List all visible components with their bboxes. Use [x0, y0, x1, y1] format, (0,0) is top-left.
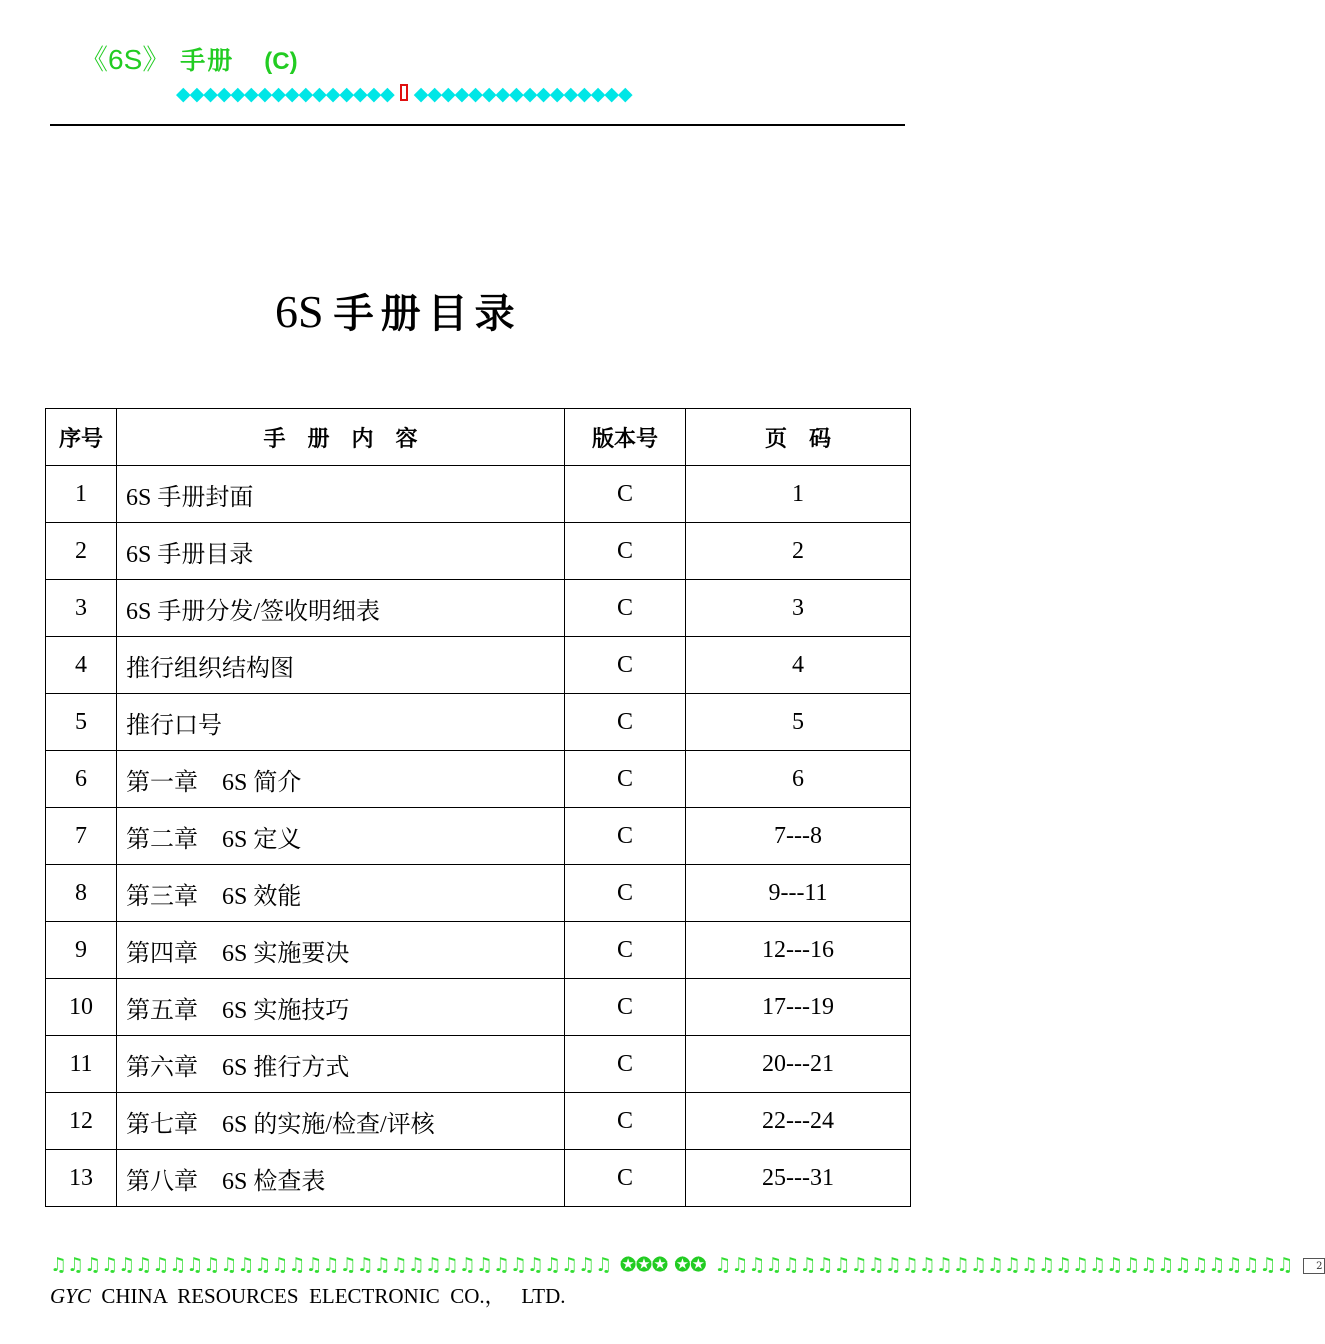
music-note-icons-right: ♫♫♫♫♫♫♫♫♫♫♫♫♫♫♫♫♫♫♫♫♫♫♫♫♫♫♫♫♫♫♫♫♫♫ [714, 1254, 1294, 1276]
music-note-icons-left: ♫♫♫♫♫♫♫♫♫♫♫♫♫♫♫♫♫♫♫♫♫♫♫♫♫♫♫♫♫♫♫♫♫ [50, 1254, 613, 1276]
toc-table [45, 408, 911, 1207]
toc-body [46, 466, 911, 1207]
row-version: C [565, 1150, 686, 1207]
row-version: C [565, 637, 686, 694]
header-title-manual: 手册 [180, 46, 235, 75]
row-number: 6 [46, 751, 117, 808]
row-content: 第三章 6S 效能 [117, 865, 565, 922]
row-version: C [565, 751, 686, 808]
header-num: 序号 [46, 409, 117, 466]
row-version: C [565, 865, 686, 922]
row-version: C [565, 979, 686, 1036]
row-number: 5 [46, 694, 117, 751]
table-row [46, 1093, 911, 1150]
row-page: 2 [686, 523, 911, 580]
row-content: 推行口号 [117, 694, 565, 751]
diamond-icons-left: ◆◆◆◆◆◆◆◆◆◆◆◆◆◆◆◆ [176, 83, 394, 105]
header-title-6s: 《6S》 [80, 44, 171, 75]
row-number: 2 [46, 523, 117, 580]
row-page: 3 [686, 580, 911, 637]
row-page: 22---24 [686, 1093, 911, 1150]
footer-company [50, 1280, 566, 1310]
row-version: C [565, 1036, 686, 1093]
row-page: 7---8 [686, 808, 911, 865]
table-row [46, 922, 911, 979]
row-version: C [565, 922, 686, 979]
table-row [46, 808, 911, 865]
row-number: 11 [46, 1036, 117, 1093]
row-page: 25---31 [686, 1150, 911, 1207]
row-page: 17---19 [686, 979, 911, 1036]
table-row [46, 580, 911, 637]
red-marker-icon [400, 84, 408, 101]
row-page: 4 [686, 637, 911, 694]
row-content: 第六章 6S 推行方式 [117, 1036, 565, 1093]
row-content: 推行组织结构图 [117, 637, 565, 694]
row-version: C [565, 1093, 686, 1150]
row-page: 12---16 [686, 922, 911, 979]
footer-company-name: CHINA RESOURCES ELECTRONIC CO.， LTD. [90, 1284, 566, 1308]
row-version: C [565, 580, 686, 637]
table-row [46, 751, 911, 808]
row-content: 6S 手册目录 [117, 523, 565, 580]
book-icon: 2 [1303, 1258, 1325, 1274]
row-content: 第八章 6S 检查表 [117, 1150, 565, 1207]
page-title-6s: 6S [275, 286, 324, 337]
row-number: 13 [46, 1150, 117, 1207]
row-page: 20---21 [686, 1036, 911, 1093]
row-number: 3 [46, 580, 117, 637]
row-content: 第二章 6S 定义 [117, 808, 565, 865]
page-title [275, 282, 522, 339]
row-number: 12 [46, 1093, 117, 1150]
table-row [46, 1150, 911, 1207]
row-number: 4 [46, 637, 117, 694]
header-title [80, 38, 298, 78]
row-version: C [565, 523, 686, 580]
header-title-version: (C) [264, 48, 298, 75]
row-content: 第四章 6S 实施要决 [117, 922, 565, 979]
row-page: 1 [686, 466, 911, 523]
footer-decoration [50, 1252, 1323, 1278]
row-version: C [565, 808, 686, 865]
row-number: 10 [46, 979, 117, 1036]
header-page: 页 码 [686, 409, 911, 466]
page-title-text: 手册目录 [333, 291, 522, 337]
toc-header-row [46, 409, 911, 466]
row-content: 6S 手册分发/签收明细表 [117, 580, 565, 637]
table-row [46, 637, 911, 694]
diamond-icons-right: ◆◆◆◆◆◆◆◆◆◆◆◆◆◆◆◆ [413, 83, 632, 105]
row-content: 6S 手册封面 [117, 466, 565, 523]
row-number: 1 [46, 466, 117, 523]
table-row [46, 979, 911, 1036]
header-rule [50, 124, 905, 126]
row-page: 5 [686, 694, 911, 751]
row-page: 9---11 [686, 865, 911, 922]
header-content: 手 册 内 容 [117, 409, 565, 466]
table-row [46, 466, 911, 523]
row-number: 8 [46, 865, 117, 922]
row-number: 7 [46, 808, 117, 865]
row-number: 9 [46, 922, 117, 979]
row-content: 第五章 6S 实施技巧 [117, 979, 565, 1036]
row-version: C [565, 466, 686, 523]
star-icons: ✪✪✪ ✪✪ [620, 1254, 707, 1276]
table-row [46, 523, 911, 580]
page-header [0, 0, 950, 130]
header-diamond-divider [176, 82, 780, 106]
table-row [46, 865, 911, 922]
table-row [46, 694, 911, 751]
row-content: 第一章 6S 简介 [117, 751, 565, 808]
table-row [46, 1036, 911, 1093]
row-content: 第七章 6S 的实施/检查/评核 [117, 1093, 565, 1150]
row-version: C [565, 694, 686, 751]
row-page: 6 [686, 751, 911, 808]
header-version: 版本号 [565, 409, 686, 466]
footer-company-abbr: GYC [50, 1284, 91, 1308]
